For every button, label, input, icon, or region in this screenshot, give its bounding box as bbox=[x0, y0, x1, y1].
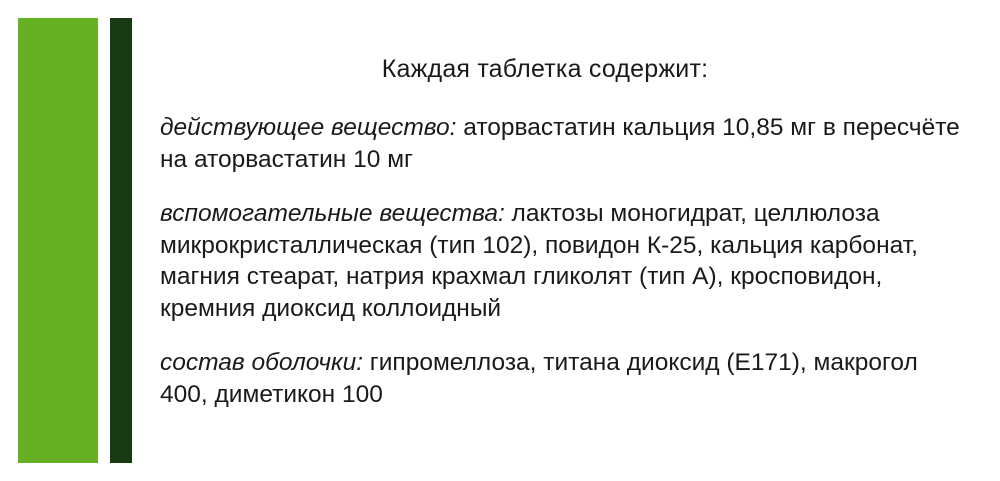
active-substance-label: действующее вещество: bbox=[160, 114, 457, 141]
coating-value: гипромеллоза, титана диоксид (Е171), макрогол 400, диметикон 100 bbox=[160, 349, 918, 408]
excipients-paragraph bbox=[160, 198, 960, 325]
excipients-value: лактозы моногидрат, целлюлоза микрокристаллическая (тип 102), повидон К-25, кальция карбонат, магния стеарат, натрия крахмал гликолят (тип А), кросповидон, кремния диоксид коллоидный bbox=[160, 199, 918, 323]
coating-paragraph bbox=[160, 347, 960, 411]
stripe-gap bbox=[98, 0, 110, 481]
left-white-margin bbox=[0, 0, 18, 481]
active-substance-paragraph bbox=[160, 112, 960, 176]
composition-headline: Каждая таблетка содержит: bbox=[381, 55, 709, 83]
coating-label: состав оболочки: bbox=[160, 349, 363, 377]
active-substance-value: аторвастатин кальция 10,85 мг в пересчёте на аторвастатин 10 мг bbox=[160, 114, 960, 173]
green-stripe bbox=[18, 18, 98, 463]
dark-green-stripe bbox=[110, 18, 132, 463]
excipients-label: вспомогательные вещества: bbox=[160, 199, 505, 227]
composition-text-block bbox=[160, 55, 960, 411]
